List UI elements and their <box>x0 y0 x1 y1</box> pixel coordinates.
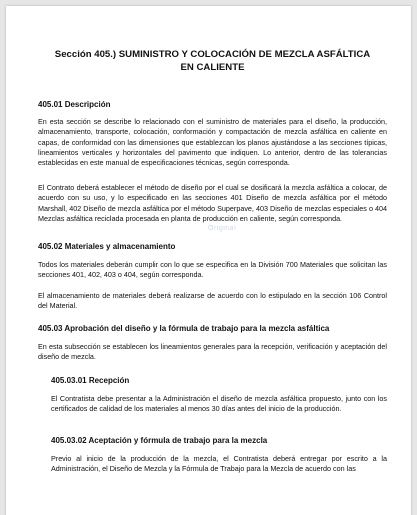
heading-405-01: 405.01 Descripción <box>38 100 111 109</box>
watermark: Original <box>208 225 237 232</box>
paragraph-405-03-01-reception: El Contratista debe presentar a la Administración el diseño de mezcla asfáltica propuesto, junto con los certificados de calidad de los materiales al menos 30 días antes del inicio de la producción. <box>51 394 387 414</box>
section-title: Sección 405.) SUMINISTRO Y COLOCACIÓN DE MEZCLA ASFÁLTICA EN CALIENTE <box>54 49 371 73</box>
paragraph-405-01-description: En esta sección se describe lo relacionado con el suministro de materiales para el diseño, la producción, almacenamiento, transporte, colocación, conformación y compactación de mezcla asfáltica en caliente en capas, de conformidad con las dimensiones que establezcan los planos ajustándose a las secciones típicas, lineamientos verticales y horizontales del pavimento que indiquen. Lo anterior, dentro de las tolerancias establecidas en este manual de especificaciones técnicas, según corresponda. <box>38 117 387 168</box>
heading-405-03-02: 405.03.02 Aceptación y fórmula de trabajo para la mezcla <box>51 436 268 445</box>
paragraph-405-03-intro: En esta subsección se establecen los lineamientos generales para la recepción, verificación y aceptación del diseño de mezcla. <box>38 342 387 362</box>
heading-405-02: 405.02 Materiales y almacenamiento <box>38 242 176 251</box>
paragraph-405-03-02-acceptance: Previo al inicio de la producción de la mezcla, el Contratista deberá entregar por escrito a la Administración, el Diseño de Mezcla y la Fórmula de Trabajo para la Mezcla de acuerdo con las <box>51 454 387 474</box>
heading-405-03-01: 405.03.01 Recepción <box>51 376 130 385</box>
heading-405-03: 405.03 Aprobación del diseño y la fórmula de trabajo para la mezcla asfáltica <box>38 324 330 333</box>
paragraph-405-01-contract: El Contrato deberá establecer el método de diseño por el cual se dosificará la mezcla asfáltica a colocar, de acuerdo con su uso, y lo especificado en las secciones 401 Diseño de mezcla asfáltica por el método Marshall, 402 Diseño de mezcla asfáltica por el método Superpave, 403 Diseño de mezclas especiales o 404 Mezclas asfáltica reciclada procesada en planta de producción en caliente, según corresponda. <box>38 183 387 223</box>
paragraph-405-02-materials: Todos los materiales deberán cumplir con lo que se especifica en la División 700 Materiales que solicitan las secciones 401, 402, 403 o 404, según corresponda. <box>38 260 387 280</box>
document-page <box>6 6 411 515</box>
paragraph-405-02-storage: El almacenamiento de materiales deberá realizarse de acuerdo con lo estipulado en la sección 106 Control del Material. <box>38 291 387 311</box>
